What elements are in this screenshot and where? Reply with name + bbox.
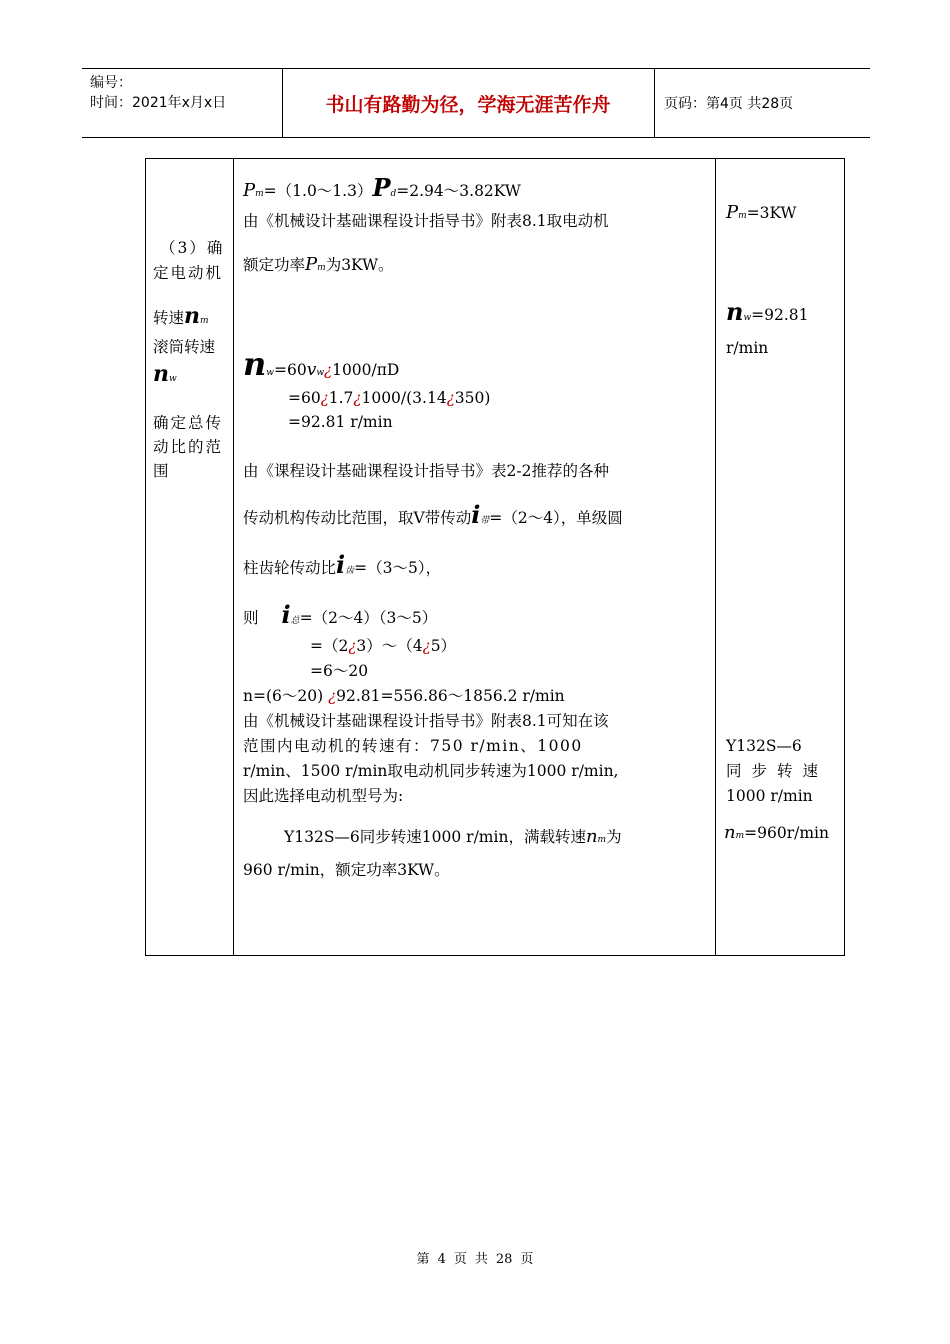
subscript: m: [255, 189, 264, 199]
page-footer: [0, 1248, 950, 1267]
footer-total-pages: 28: [495, 1252, 513, 1267]
formula-text: 350): [454, 389, 491, 407]
subscript: m: [200, 316, 209, 326]
n-symbol: n: [243, 345, 267, 383]
left-line: 定电动机: [153, 264, 224, 282]
header-meta: [90, 73, 226, 113]
subscript: w: [316, 368, 325, 378]
footer-page-number: 4: [437, 1252, 446, 1267]
subscript: w: [169, 374, 177, 384]
p-symbol: P: [243, 180, 256, 201]
result-pm: [726, 203, 796, 226]
i-symbol: i: [471, 500, 481, 529]
col-divider: [233, 159, 234, 955]
text-line: 960 r/min，额定功率3KW。: [243, 861, 450, 879]
header-page: 页码：第4页 共28页: [664, 96, 794, 112]
n-symbol: n: [726, 297, 744, 326]
text-line: [243, 550, 442, 581]
times-mark: ¿: [328, 687, 337, 705]
subscript: m: [735, 831, 745, 841]
left-line: 围: [153, 462, 169, 480]
p-symbol: P: [305, 254, 318, 275]
text-span: =（2～4），单级圆: [489, 509, 623, 527]
header-time: 时间：2021年x月x日: [90, 95, 227, 111]
page-header: [82, 68, 870, 138]
subscript: 带: [480, 516, 490, 526]
formula-text: =2.94～3.82KW: [396, 182, 521, 200]
subscript: m: [597, 835, 607, 845]
formula-text: 5）: [430, 637, 457, 655]
left-line: 确定总传: [153, 414, 224, 432]
formula-line: =92.81 r/min: [288, 413, 393, 431]
left-line: [153, 303, 209, 331]
p-symbol: P: [726, 202, 739, 223]
footer-text: 第: [416, 1252, 430, 1267]
text-span: 则: [243, 609, 259, 627]
text-line: 范围内电动机的转速有：750 r/min、1000: [243, 737, 583, 755]
subscript: m: [738, 211, 747, 221]
formula-line: [243, 600, 438, 631]
formula-line: =6～20: [310, 662, 369, 680]
formula-text: 92.81=556.86～1856.2 r/min: [336, 687, 565, 705]
text-span: 传动机构传动比范围，取V带传动: [243, 509, 472, 527]
text-span: =（3～5），: [354, 559, 442, 577]
left-line: 滚筒转速: [153, 338, 216, 356]
col-divider: [715, 159, 716, 955]
text-line: r/min、1500 r/min取电动机同步转速为1000 r/min,: [243, 762, 619, 780]
text-line: 由《课程设计基础课程设计指导书》表2-2推荐的各种: [243, 462, 609, 480]
formula-text: =（2: [310, 637, 349, 655]
times-mark: ¿: [348, 637, 357, 655]
result-sync: 同步转速: [726, 762, 829, 780]
left-line: [153, 361, 177, 389]
text-span: 柱齿轮传动比: [243, 559, 337, 577]
text-span: Y132S—6同步转速1000 r/min，满载转速: [284, 828, 586, 846]
formula-text: =60: [288, 389, 321, 407]
text-span: 额定功率: [243, 256, 306, 274]
n-symbol: n: [585, 826, 598, 847]
formula-line: [243, 686, 565, 706]
formula-text: 1000/πD: [332, 361, 400, 379]
nw-formula-line: [243, 345, 400, 387]
formula-text: 3）～（4: [356, 637, 423, 655]
n-symbol: n: [184, 303, 201, 329]
formula-text: =（1.0～1.3）: [263, 182, 373, 200]
pm-formula-line: [243, 173, 521, 204]
text-line: 因此选择电动机型号为:: [243, 787, 404, 805]
left-line: 动比的范: [153, 438, 224, 456]
result-nm: [724, 823, 829, 846]
times-mark: ¿: [324, 361, 333, 379]
i-symbol: i: [281, 600, 291, 629]
times-mark: ¿: [422, 637, 431, 655]
formula-text: 1.7: [328, 389, 354, 407]
times-mark: ¿: [353, 389, 362, 407]
left-line-text: 转速: [153, 309, 185, 327]
formula-text: =60: [273, 361, 307, 379]
subscript: 总: [290, 616, 300, 626]
footer-text: 页: [520, 1252, 534, 1267]
times-mark: ¿: [446, 389, 455, 407]
result-text: =3KW: [746, 204, 797, 222]
result-unit: r/min: [726, 339, 769, 357]
result-speed: 1000 r/min: [726, 787, 813, 805]
formula-line: [288, 388, 490, 408]
text-line: 由《机械设计基础课程设计指导书》附表8.1取电动机: [243, 212, 609, 230]
p-symbol: P: [372, 173, 391, 202]
text-line: [243, 500, 623, 531]
text-span: 为: [606, 828, 622, 846]
i-symbol: i: [336, 550, 346, 579]
text-line: [284, 827, 622, 850]
subscript: 齿: [345, 566, 355, 576]
formula-text: 1000/(3.14: [361, 389, 447, 407]
footer-text: 页: [453, 1252, 467, 1267]
n-symbol: n: [724, 822, 736, 843]
result-text: =92.81: [751, 306, 809, 324]
header-motto: 书山有路勤为径，学海无涯苦作舟: [325, 93, 611, 116]
formula-text: n=(6～20): [243, 687, 324, 705]
formula-text: =（2～4）（3～5）: [299, 609, 438, 627]
times-mark: ¿: [320, 389, 329, 407]
text-span: 为3KW。: [325, 256, 394, 274]
result-nw: [726, 297, 809, 328]
v-symbol: v: [306, 360, 317, 380]
footer-text: 共: [474, 1252, 488, 1267]
subscript: w: [743, 313, 752, 323]
header-number: 编号：: [90, 75, 132, 91]
subscript: m: [317, 263, 326, 273]
result-model: Y132S—6: [726, 737, 802, 755]
header-divider: [654, 69, 655, 137]
left-line: （3）确: [160, 239, 225, 257]
text-line: 由《机械设计基础课程设计指导书》附表8.1可知在该: [243, 712, 609, 730]
formula-line: [310, 636, 456, 656]
result-text: =960r/min: [744, 824, 829, 842]
n-symbol: n: [153, 361, 169, 387]
text-line: [243, 255, 394, 278]
subscript: d: [390, 189, 397, 199]
subscript: w: [266, 368, 274, 378]
